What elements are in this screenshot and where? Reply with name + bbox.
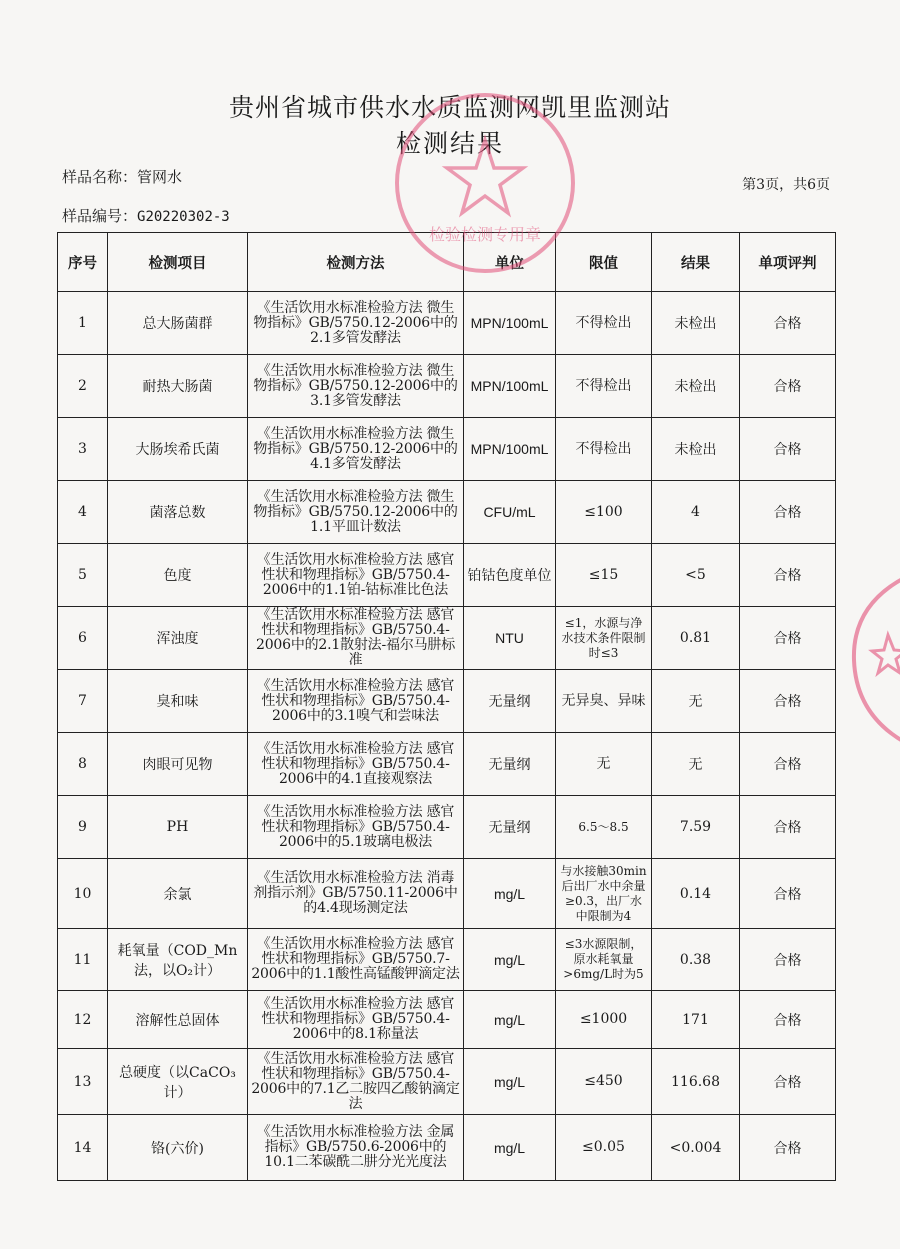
row-unit: MPN/100mL — [464, 292, 556, 355]
row-item: 肉眼可见物 — [108, 733, 248, 796]
row-item: 浑浊度 — [108, 607, 248, 670]
sample-number-label: 样品编号： — [62, 207, 138, 225]
row-unit: MPN/100mL — [464, 355, 556, 418]
table-row — [58, 859, 836, 929]
row-verdict: 合格 — [740, 544, 836, 607]
row-item: 耗氧量（COD_Mn法，以O₂计） — [108, 929, 248, 991]
row-result: 171 — [652, 991, 740, 1049]
col-header-index: 序号 — [58, 233, 108, 292]
row-index: 4 — [58, 481, 108, 544]
row-method: 《生活饮用水标准检验方法 金属指标》GB/5750.6-2006中的10.1二苯碳酰二肼分光光度法 — [248, 1115, 464, 1181]
row-result: 116.68 — [652, 1049, 740, 1115]
table-row — [58, 796, 836, 859]
row-result: 0.38 — [652, 929, 740, 991]
row-item: 菌落总数 — [108, 481, 248, 544]
row-method: 《生活饮用水标准检验方法 微生物指标》GB/5750.12-2006中的3.1多管发酵法 — [248, 355, 464, 418]
row-unit: mg/L — [464, 859, 556, 929]
table-row — [58, 1115, 836, 1181]
row-method: 《生活饮用水标准检验方法 感官性状和物理指标》GB/5750.4-2006中的7.1乙二胺四乙酸钠滴定法 — [248, 1049, 464, 1115]
row-method: 《生活饮用水标准检验方法 感官性状和物理指标》GB/5750.4-2006中的4.1直接观察法 — [248, 733, 464, 796]
row-verdict: 合格 — [740, 859, 836, 929]
row-item: 大肠埃希氏菌 — [108, 418, 248, 481]
row-verdict: 合格 — [740, 292, 836, 355]
row-unit: 无量纲 — [464, 670, 556, 733]
table-row — [58, 929, 836, 991]
row-item: 总硬度（以CaCO₃计） — [108, 1049, 248, 1115]
sample-name — [62, 166, 182, 187]
row-limit: 无 — [556, 733, 652, 796]
row-index: 6 — [58, 607, 108, 670]
row-result: <0.004 — [652, 1115, 740, 1181]
row-result: 7.59 — [652, 796, 740, 859]
row-verdict: 合格 — [740, 796, 836, 859]
row-index: 11 — [58, 929, 108, 991]
row-unit: 铂钴色度单位 — [464, 544, 556, 607]
row-result: 无 — [652, 670, 740, 733]
row-result: 4 — [652, 481, 740, 544]
row-index: 12 — [58, 991, 108, 1049]
row-result: 未检出 — [652, 355, 740, 418]
row-method: 《生活饮用水标准检验方法 消毒剂指示剂》GB/5750.11-2006中的4.4现场测定法 — [248, 859, 464, 929]
row-item: 色度 — [108, 544, 248, 607]
row-method: 《生活饮用水标准检验方法 感官性状和物理指标》GB/5750.4-2006中的3.1嗅气和尝味法 — [248, 670, 464, 733]
table-body — [58, 292, 836, 1181]
col-header-method: 检测方法 — [248, 233, 464, 292]
table-row — [58, 1049, 836, 1115]
row-index: 14 — [58, 1115, 108, 1181]
row-verdict: 合格 — [740, 1115, 836, 1181]
row-limit: ≤100 — [556, 481, 652, 544]
row-method: 《生活饮用水标准检验方法 微生物指标》GB/5750.12-2006中的1.1平皿计数法 — [248, 481, 464, 544]
row-index: 9 — [58, 796, 108, 859]
edge-seal — [848, 575, 900, 745]
page-number: 第3页，共6页 — [742, 177, 830, 193]
table-row — [58, 292, 836, 355]
row-verdict: 合格 — [740, 733, 836, 796]
row-index: 10 — [58, 859, 108, 929]
row-unit: mg/L — [464, 991, 556, 1049]
table-row — [58, 355, 836, 418]
row-verdict: 合格 — [740, 929, 836, 991]
col-header-result: 结果 — [652, 233, 740, 292]
report-subtitle: 检测结果 — [395, 129, 504, 158]
row-unit: CFU/mL — [464, 481, 556, 544]
row-verdict: 合格 — [740, 355, 836, 418]
row-result: 0.81 — [652, 607, 740, 670]
table-header-row — [58, 233, 836, 292]
row-index: 8 — [58, 733, 108, 796]
table-row — [58, 607, 836, 670]
row-limit: 与水接触30min后出厂水中余量≥0.3，出厂水中限制为4 — [556, 859, 652, 929]
row-limit: 6.5～8.5 — [556, 796, 652, 859]
row-index: 3 — [58, 418, 108, 481]
row-limit: ≤1，水源与净水技术条件限制时≤3 — [556, 607, 652, 670]
row-result: 无 — [652, 733, 740, 796]
row-item: 溶解性总固体 — [108, 991, 248, 1049]
row-verdict: 合格 — [740, 1049, 836, 1115]
results-table — [57, 232, 836, 1181]
row-limit: 不得检出 — [556, 355, 652, 418]
row-index: 2 — [58, 355, 108, 418]
row-limit: ≤3水源限制，原水耗氧量>6mg/L时为5 — [556, 929, 652, 991]
row-unit: mg/L — [464, 1115, 556, 1181]
row-limit: 不得检出 — [556, 292, 652, 355]
row-unit: 无量纲 — [464, 796, 556, 859]
row-index: 1 — [58, 292, 108, 355]
stamp-text: 检验检测专用章 — [428, 225, 542, 244]
row-method: 《生活饮用水标准检验方法 感官性状和物理指标》GB/5750.7-2006中的1.1酸性高锰酸钾滴定法 — [248, 929, 464, 991]
row-limit: 无异臭、异味 — [556, 670, 652, 733]
col-header-unit: 单位 — [464, 233, 556, 292]
row-method: 《生活饮用水标准检验方法 感官性状和物理指标》GB/5750.4-2006中的8.1称量法 — [248, 991, 464, 1049]
row-method: 《生活饮用水标准检验方法 感官性状和物理指标》GB/5750.4-2006中的5.1玻璃电极法 — [248, 796, 464, 859]
row-unit: mg/L — [464, 929, 556, 991]
row-method: 《生活饮用水标准检验方法 微生物指标》GB/5750.12-2006中的4.1多管发酵法 — [248, 418, 464, 481]
sample-number-value: G20220302-3 — [137, 209, 230, 225]
table-row — [58, 544, 836, 607]
col-header-verdict: 单项评判 — [740, 233, 836, 292]
row-unit: MPN/100mL — [464, 418, 556, 481]
col-header-item: 检测项目 — [108, 233, 248, 292]
table-row — [58, 670, 836, 733]
table-row — [58, 418, 836, 481]
report-title: 贵州省城市供水水质监测网凯里监测站 — [228, 93, 671, 122]
sample-name-value: 管网水 — [137, 168, 183, 186]
row-index: 7 — [58, 670, 108, 733]
row-limit: ≤1000 — [556, 991, 652, 1049]
row-verdict: 合格 — [740, 607, 836, 670]
col-header-limit: 限值 — [556, 233, 652, 292]
row-limit: ≤450 — [556, 1049, 652, 1115]
row-method: 《生活饮用水标准检验方法 感官性状和物理指标》GB/5750.4-2006中的2.1散射法-福尔马肼标准 — [248, 607, 464, 670]
row-verdict: 合格 — [740, 670, 836, 733]
table-row — [58, 481, 836, 544]
row-method: 《生活饮用水标准检验方法 微生物指标》GB/5750.12-2006中的2.1多管发酵法 — [248, 292, 464, 355]
row-limit: 不得检出 — [556, 418, 652, 481]
row-result: <5 — [652, 544, 740, 607]
row-item: 耐热大肠菌 — [108, 355, 248, 418]
row-unit: 无量纲 — [464, 733, 556, 796]
sample-number — [62, 205, 230, 226]
row-verdict: 合格 — [740, 991, 836, 1049]
row-result: 未检出 — [652, 292, 740, 355]
row-method: 《生活饮用水标准检验方法 感官性状和物理指标》GB/5750.4-2006中的1.1铂-钴标准比色法 — [248, 544, 464, 607]
row-index: 5 — [58, 544, 108, 607]
row-unit: NTU — [464, 607, 556, 670]
table-row — [58, 991, 836, 1049]
row-verdict: 合格 — [740, 481, 836, 544]
row-item: PH — [108, 796, 248, 859]
row-item: 总大肠菌群 — [108, 292, 248, 355]
table-row — [58, 733, 836, 796]
row-item: 铬(六价) — [108, 1115, 248, 1181]
sample-name-label: 样品名称： — [62, 168, 138, 186]
row-verdict: 合格 — [740, 418, 836, 481]
row-item: 余氯 — [108, 859, 248, 929]
row-result: 未检出 — [652, 418, 740, 481]
row-limit: ≤0.05 — [556, 1115, 652, 1181]
row-item: 臭和味 — [108, 670, 248, 733]
row-result: 0.14 — [652, 859, 740, 929]
row-index: 13 — [58, 1049, 108, 1115]
row-limit: ≤15 — [556, 544, 652, 607]
row-unit: mg/L — [464, 1049, 556, 1115]
